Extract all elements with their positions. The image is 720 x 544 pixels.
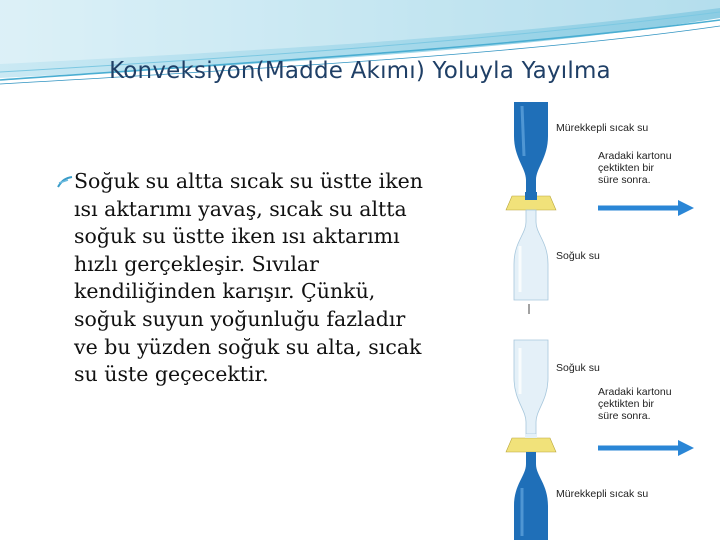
body-text — [52, 168, 432, 389]
slide-title: Konveksiyon(Madde Akımı) Yoluyla Yayılma — [109, 58, 611, 84]
bottom-card — [506, 438, 556, 452]
bottom-hot-label: Mürekkepli sıcak su — [556, 488, 649, 500]
bottom-card-label-3: süre sonra. — [598, 410, 651, 422]
convection-figure — [500, 96, 708, 540]
top-card-label-2: çektikten bir — [598, 162, 655, 174]
top-cold-label: Soğuk su — [556, 250, 600, 262]
body-paragraph: Soğuk su altta sıcak su üstte iken ısı aktarımı yavaş, sıcak su altta soğuk su üstte iken ısı aktarımı hızlı gerçekleşir. Sıvılar kendiliğinden karışır. Çünkü, soğuk suyun yoğunluğu fazladır ve bu yüzden soğuk su alta, sıcak su üste geçecektir. — [74, 169, 424, 387]
top-card-label-1: Aradaki kartonu — [598, 150, 672, 162]
top-hot-label: Mürekkepli sıcak su — [556, 122, 649, 134]
bottom-card-label-2: çektikten bir — [598, 398, 655, 410]
top-card-label-3: süre sonra. — [598, 174, 651, 186]
bottom-cold-label: Soğuk su — [556, 362, 600, 374]
bottom-card-label-1: Aradaki kartonu — [598, 386, 672, 398]
